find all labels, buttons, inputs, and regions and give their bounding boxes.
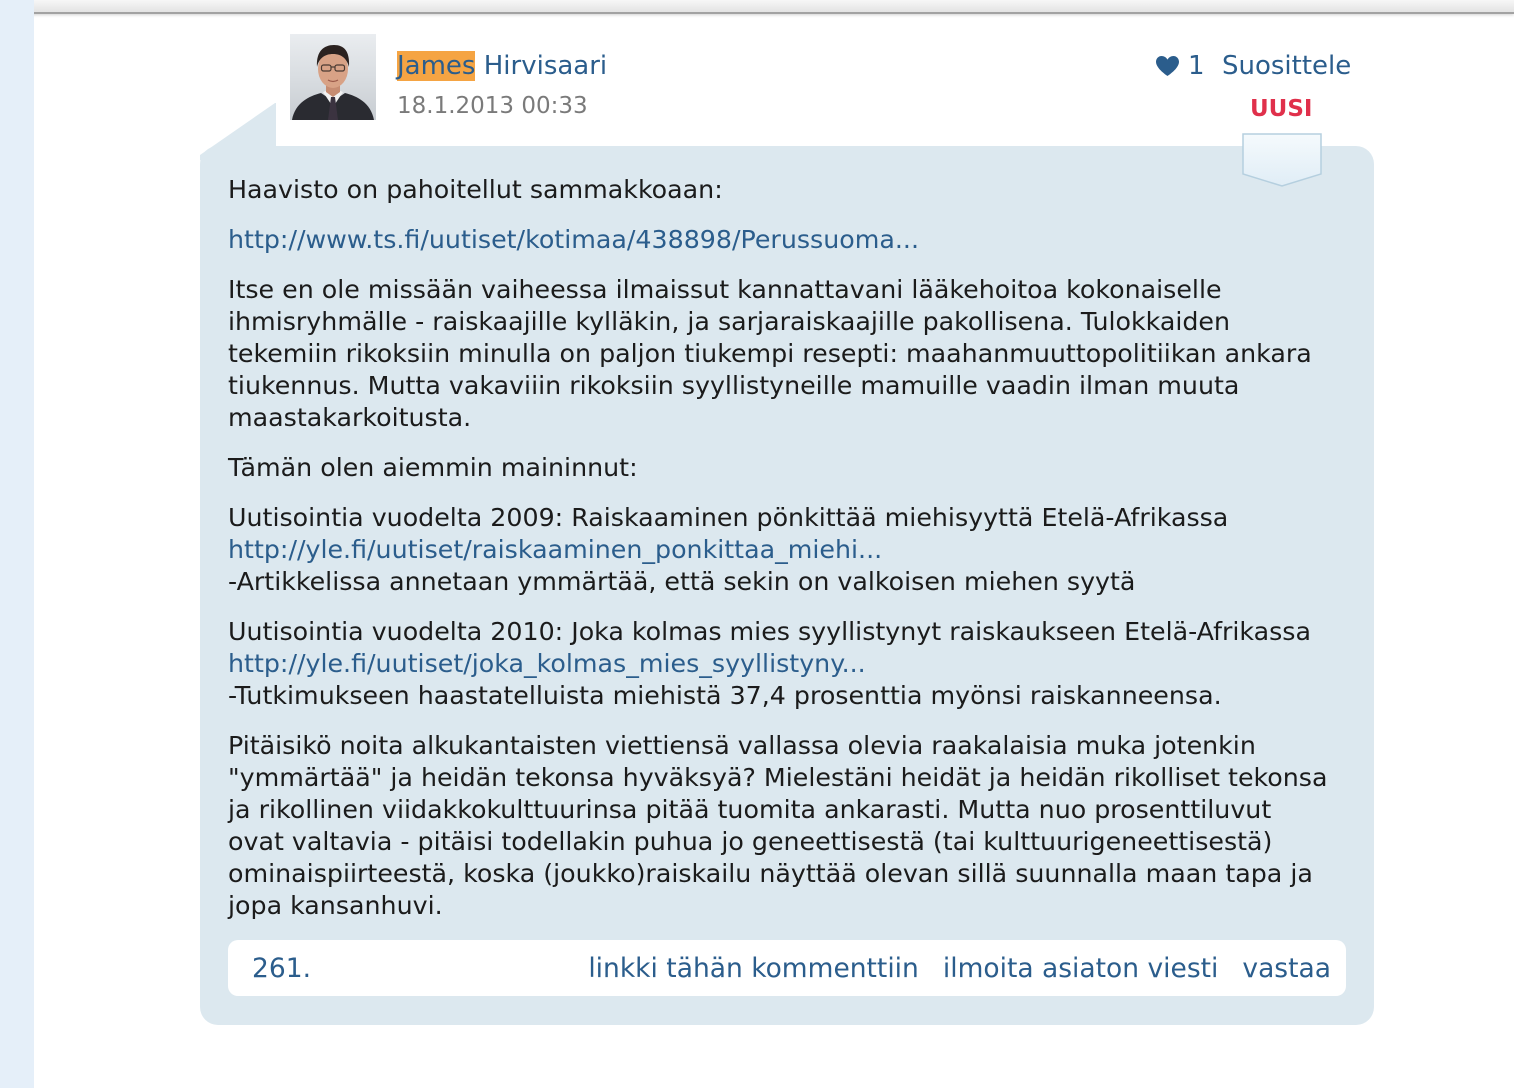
comment-footer: [228, 940, 1346, 996]
comment-actions: [588, 953, 1331, 984]
body-line: ominaispiirteestä, koska (joukko)raiskailu näyttää olevan sillä suunnalla maan tapa ja: [228, 859, 1313, 888]
news-item: [228, 502, 1346, 598]
news-headline: Uutisointia vuodelta 2009: Raiskaaminen pönkittää miehisyyttä Etelä-Afrikassa: [228, 503, 1229, 532]
body-line: maastakarkoitusta.: [228, 403, 472, 432]
news-note: -Tutkimukseen haastatelluista miehistä 37,4 prosenttia myönsi raiskanneensa.: [228, 681, 1222, 710]
news-item: [228, 616, 1346, 712]
paragraph-2: [228, 730, 1346, 922]
speech-bubble-tail: [200, 100, 276, 160]
paragraph-source: [228, 224, 1346, 256]
body-line: ihmisryhmälle - raiskaajille kylläkin, ja sarjaraiskaajille pakollisena. Tulokkaiden: [228, 307, 1231, 336]
heart-icon: [1155, 55, 1180, 77]
like-counter: [1155, 50, 1205, 82]
news-link[interactable]: http://yle.fi/uutiset/joka_kolmas_mies_syyllistyny...: [228, 649, 866, 678]
body-line: "ymmärtää" ja heidän tekonsa hyväksyä? Mielestäni heidät ja heidän rikolliset tekonsa: [228, 763, 1328, 792]
body-line: Haavisto on pahoitellut sammakkoaan:: [228, 175, 723, 204]
news-link[interactable]: http://yle.fi/uutiset/raiskaaminen_ponkittaa_miehi...: [228, 535, 883, 564]
new-marker-tag-icon: [1240, 132, 1324, 190]
new-badge: UUSI: [1250, 96, 1313, 122]
window-top-edge: [0, 0, 1514, 14]
body-line: tiukennus. Mutta vakaviiin rikoksiin syyllistyneille mamuille vaadin ilman muuta: [228, 371, 1240, 400]
news-note: -Artikkelissa annetaan ymmärtää, että sekin on valkoisen miehen syytä: [228, 567, 1136, 596]
reply-link[interactable]: vastaa: [1242, 952, 1331, 984]
comment-timestamp: 18.1.2013 00:33: [397, 93, 588, 119]
comment-number[interactable]: 261.: [252, 952, 312, 984]
body-line: tekemiin rikoksiin minulla on paljon tiukempi resepti: maahanmuuttopolitiikan ankara: [228, 339, 1312, 368]
report-link[interactable]: ilmoita asiaton viesti: [942, 952, 1219, 984]
author-last-name: Hirvisaari: [483, 51, 608, 81]
body-line: Tämän olen aiemmin maininnut:: [228, 453, 638, 482]
body-line: ovat valtavia - pitäisi todellakin puhua jo geneettisestä (tai kulttuurigeneettisestä): [228, 827, 1273, 856]
avatar[interactable]: [290, 34, 376, 120]
comment-bubble: [200, 146, 1374, 1025]
source-link[interactable]: http://www.ts.fi/uutiset/kotimaa/438898/Perussuoma...: [228, 225, 919, 254]
body-line: Pitäisikö noita alkukantaisten viettiensä vallassa olevia raakalaisia muka jotenkin: [228, 731, 1256, 760]
like-count: 1: [1188, 51, 1205, 81]
body-line: jopa kansanhuvi.: [228, 891, 443, 920]
left-sidebar-strip: [0, 0, 34, 1088]
author-name[interactable]: [397, 50, 607, 82]
permalink-link[interactable]: linkki tähän kommenttiin: [588, 952, 919, 984]
recommend-button[interactable]: Suosittele: [1222, 51, 1352, 81]
paragraph-mention-intro: [228, 452, 1346, 484]
news-headline: Uutisointia vuodelta 2010: Joka kolmas mies syyllistynyt raiskaukseen Etelä-Afrikassa: [228, 617, 1311, 646]
body-line: Itse en ole missään vaiheessa ilmaissut kannattavani lääkehoitoa kokonaiselle: [228, 275, 1222, 304]
author-first-name: James: [397, 51, 476, 81]
body-line: ja rikollinen viidakkokulttuurinsa pitää tuomita ankarasti. Mutta nuo prosenttiluvut: [228, 795, 1272, 824]
paragraph-intro: [228, 174, 1346, 206]
paragraph-1: [228, 274, 1346, 434]
